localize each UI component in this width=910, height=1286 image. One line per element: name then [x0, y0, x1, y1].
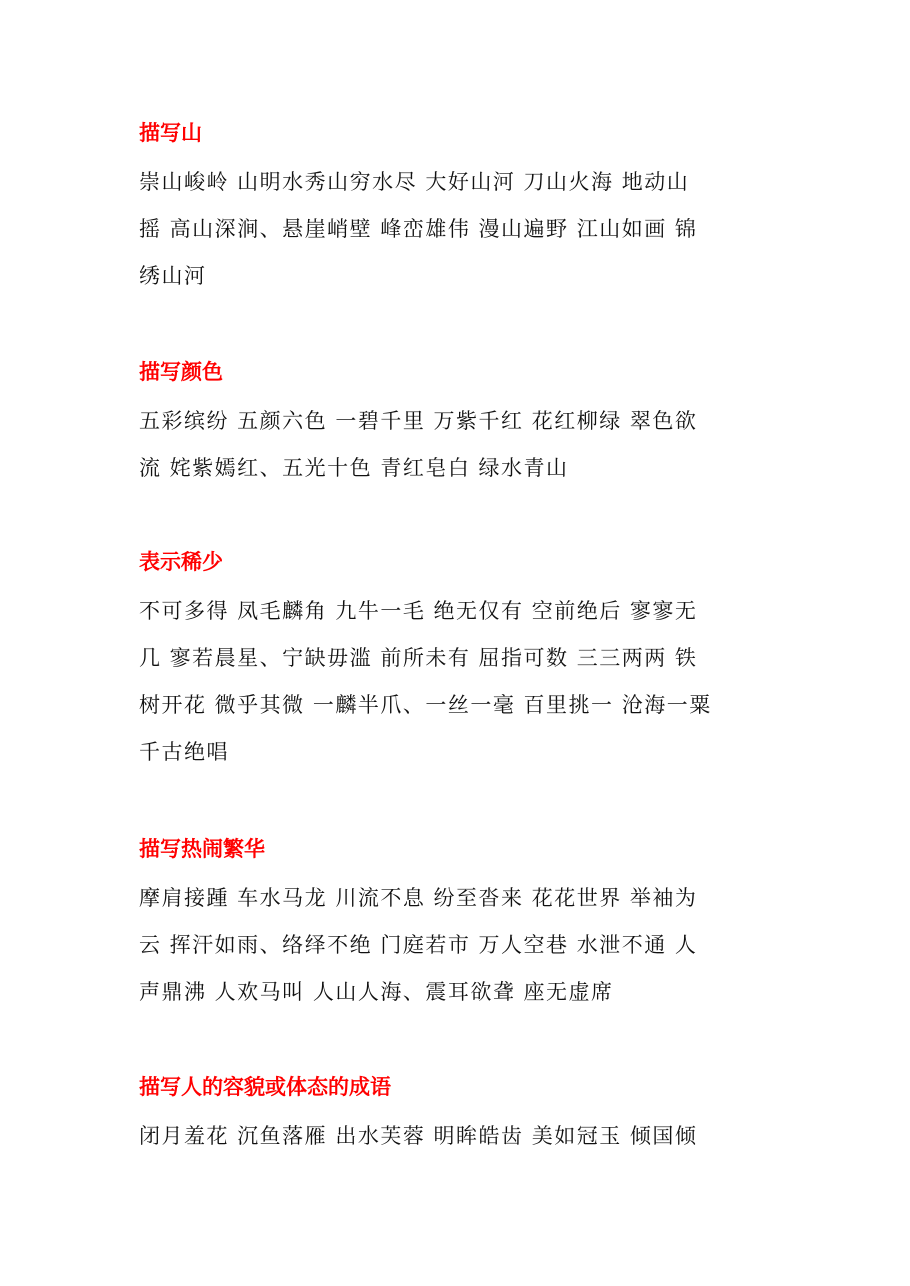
section-body [139, 1113, 779, 1160]
text-line: 绣山河 [139, 264, 207, 288]
text-line: 树开花 微乎其微 一麟半爪、一丝一毫 百里挑一 沧海一粟 [139, 693, 712, 717]
section-heading: 描写热闹繁华 [139, 836, 265, 861]
text-line: 不可多得 凤毛麟角 九牛一毛 绝无仅有 空前绝后 寥寥无 [139, 599, 698, 623]
section-colors [139, 357, 779, 492]
text-line: 摩肩接踵 车水马龙 川流不息 纷至沓来 花花世界 举袖为 [139, 886, 698, 910]
text-line: 云 挥汗如雨、络绎不绝 门庭若市 万人空巷 水泄不通 人 [139, 933, 698, 957]
section-mountains [139, 118, 779, 300]
text-line: 五彩缤纷 五颜六色 一碧千里 万紫千红 花红柳绿 翠色欲 [139, 409, 698, 433]
section-heading: 表示稀少 [139, 549, 223, 574]
text-line: 闭月羞花 沉鱼落雁 出水芙蓉 明眸皓齿 美如冠玉 倾国倾 [139, 1124, 698, 1148]
section-bustling [139, 834, 779, 1016]
section-body [139, 159, 779, 300]
section-body [139, 398, 779, 492]
section-heading: 描写人的容貌或体态的成语 [139, 1074, 391, 1099]
text-line: 千古绝唱 [139, 740, 229, 764]
section-heading: 描写山 [139, 120, 202, 145]
section-appearance [139, 1072, 779, 1160]
section-heading: 描写颜色 [139, 359, 223, 384]
text-line: 几 寥若晨星、宁缺毋滥 前所未有 屈指可数 三三两两 铁 [139, 646, 698, 670]
text-line: 崇山峻岭 山明水秀山穷水尽 大好山河 刀山火海 地动山 [139, 170, 690, 194]
text-line: 流 姹紫嫣红、五光十色 青红皂白 绿水青山 [139, 456, 569, 480]
text-line: 声鼎沸 人欢马叫 人山人海、震耳欲聋 座无虚席 [139, 980, 614, 1004]
section-scarcity [139, 547, 779, 776]
section-body [139, 875, 779, 1016]
text-line: 摇 高山深涧、悬崖峭壁 峰峦雄伟 漫山遍野 江山如画 锦 [139, 217, 698, 241]
section-body [139, 588, 779, 776]
